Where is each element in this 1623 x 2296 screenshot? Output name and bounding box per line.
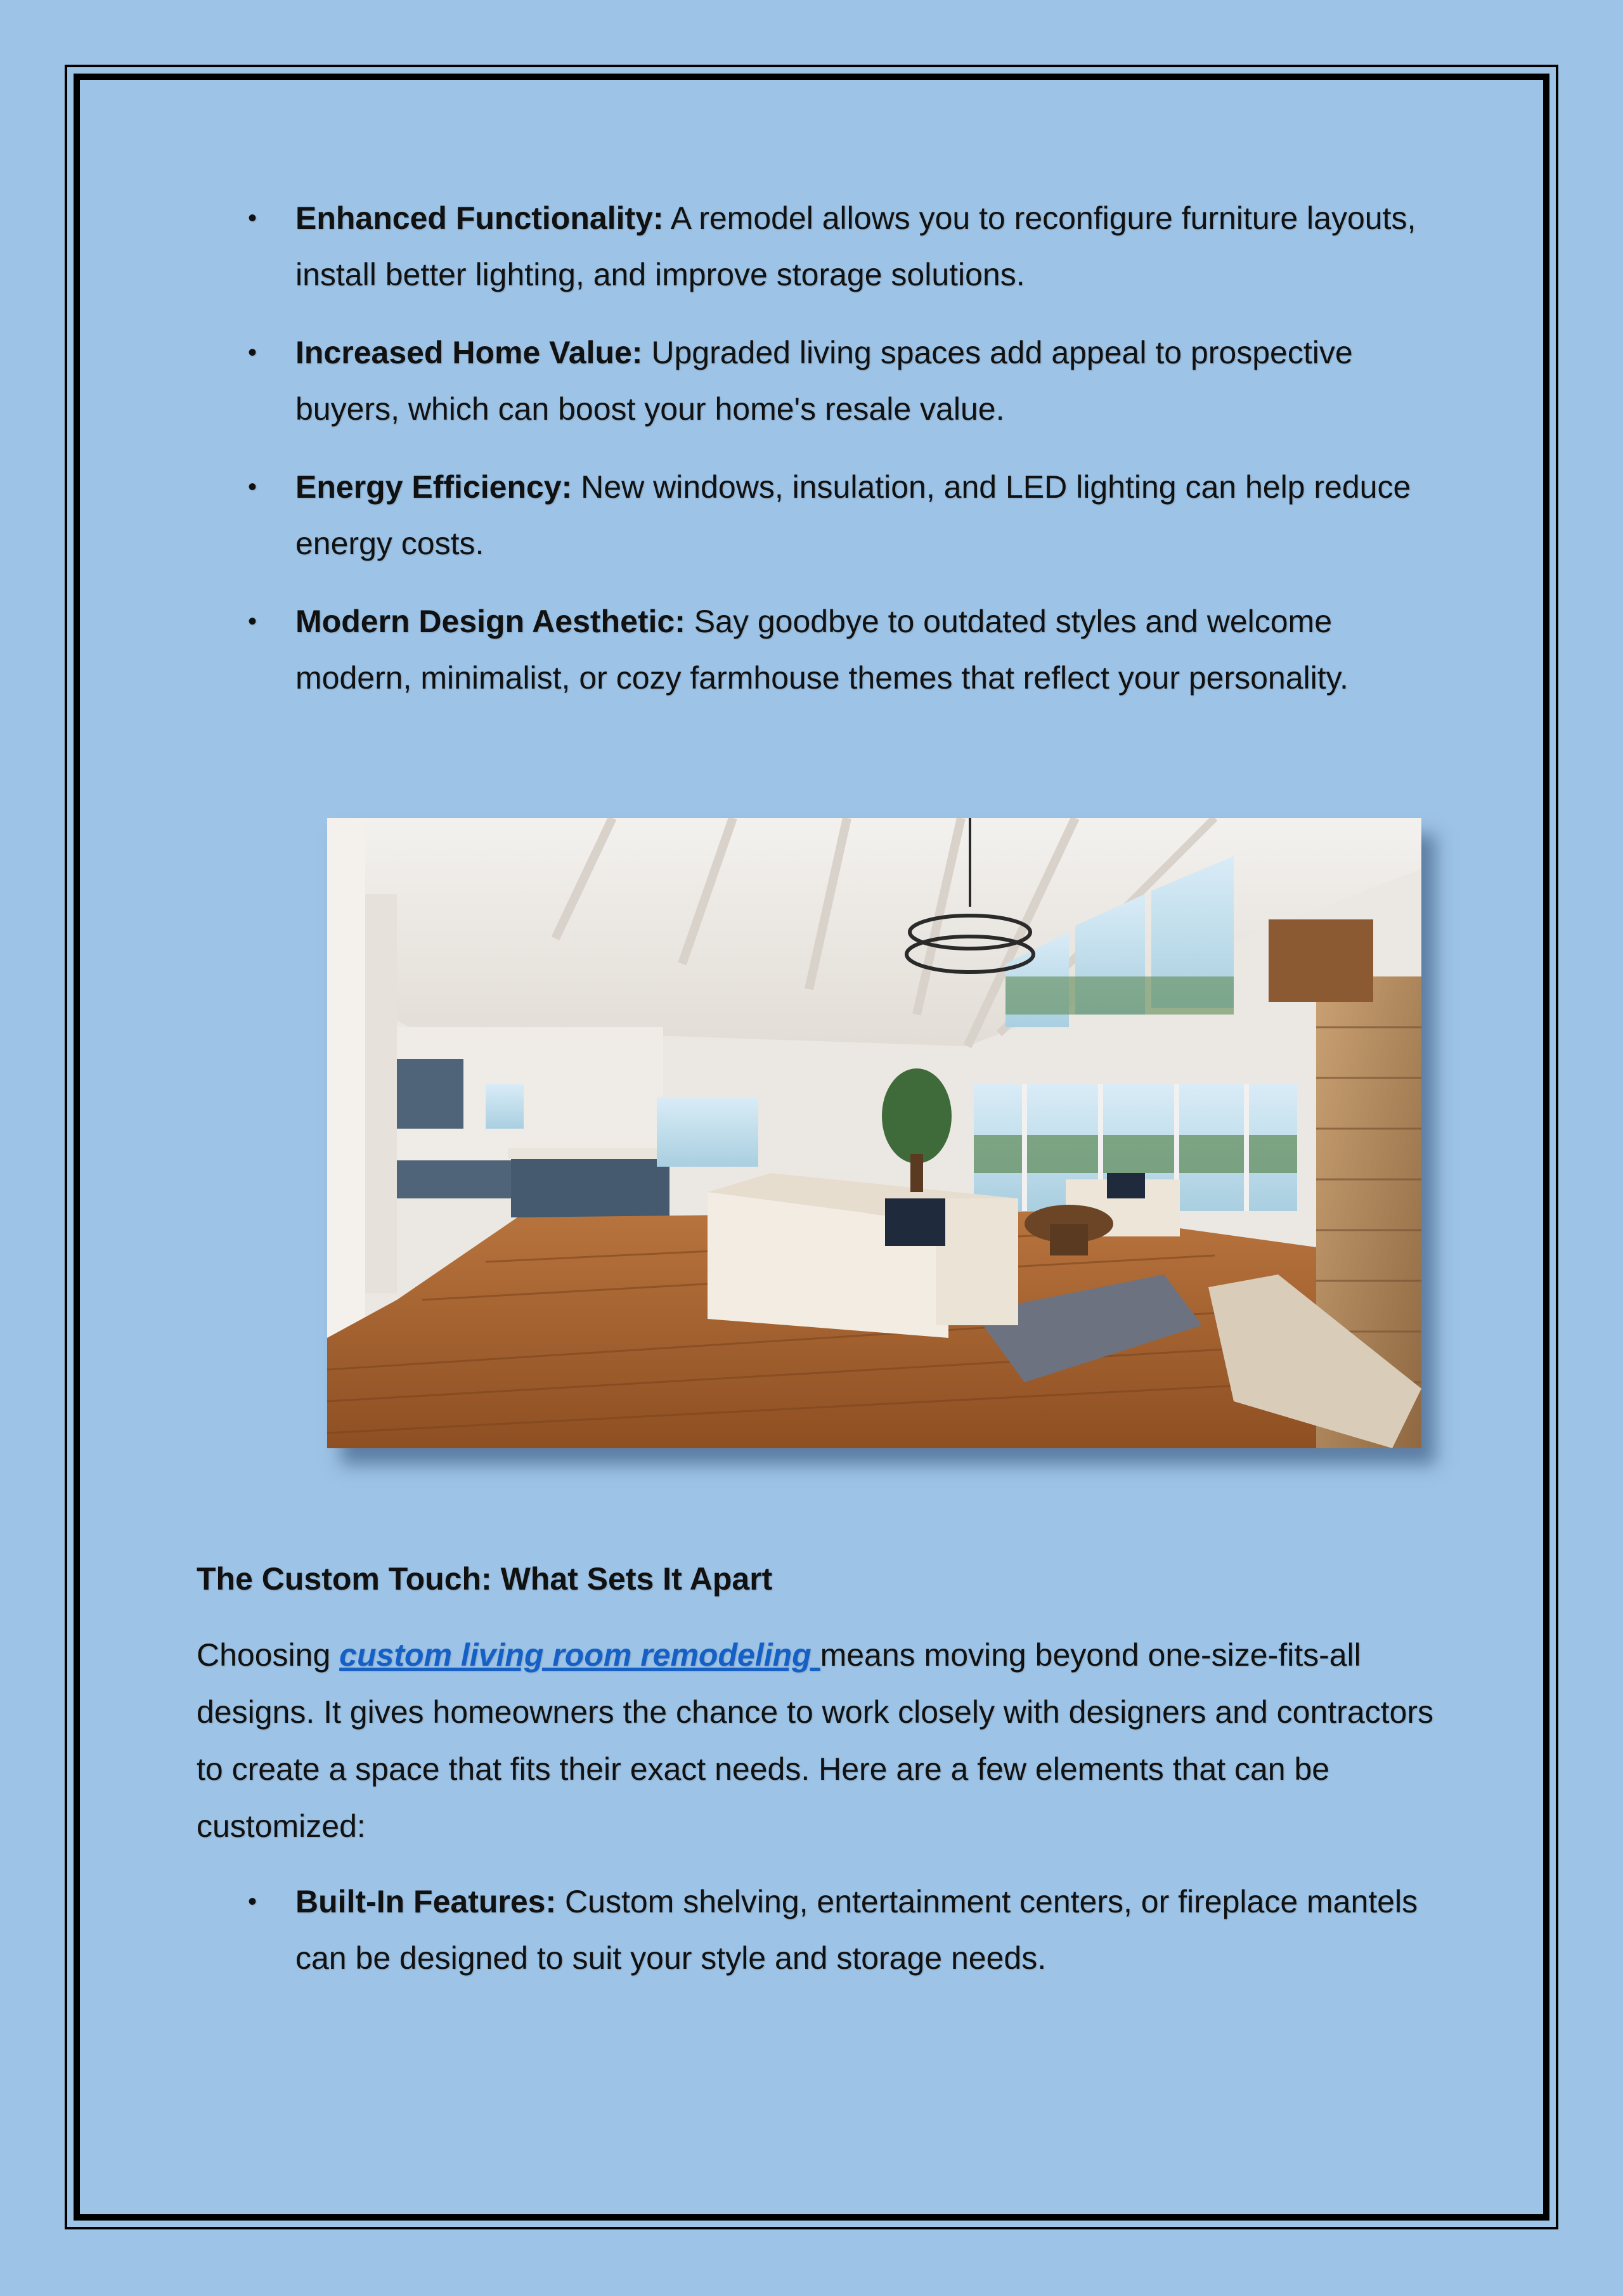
living-room-illustration — [327, 818, 1421, 1448]
section-heading: The Custom Touch: What Sets It Apart — [197, 1561, 773, 1597]
bullet-icon: • — [248, 1888, 257, 1916]
list-item — [197, 459, 1439, 572]
bullet-icon: • — [248, 339, 257, 366]
section-paragraph — [197, 1626, 1439, 1855]
custom-bullet-list — [197, 1874, 1439, 1987]
bullet-term: Energy Efficiency: — [295, 469, 572, 505]
bullet-text: A remodel allows you to reconfigure furniture layouts, install better lighting, and improve storage solutions. — [295, 200, 1416, 292]
paragraph-text-after-link: means moving beyond one-size-fits-all designs. It gives homeowners the chance to work closely with designers and contractors to create a space that fits their exact needs. Here are a few elements that can be customized: — [197, 1637, 1433, 1844]
intro-bullet-list — [197, 190, 1439, 706]
bullet-icon: • — [248, 473, 257, 501]
bullet-text: New windows, insulation, and LED lighting can help reduce energy costs. — [295, 469, 1411, 561]
custom-living-room-remodeling-link[interactable]: custom living room remodeling — [339, 1637, 820, 1673]
bullet-text: Say goodbye to outdated styles and welcome modern, minimalist, or cozy farmhouse themes that reflect your personality. — [295, 604, 1348, 696]
living-room-photo — [327, 818, 1421, 1448]
paragraph-text-before-link: Choosing — [197, 1637, 340, 1673]
list-item — [197, 190, 1439, 303]
list-item — [197, 593, 1439, 706]
custom-bullet-list-container — [197, 1874, 1439, 2008]
bullet-text: Custom shelving, entertainment centers, or fireplace mantels can be designed to suit your style and storage needs. — [295, 1884, 1418, 1976]
bullet-text: Upgraded living spaces add appeal to prospective buyers, which can boost your home's resale value. — [295, 335, 1353, 427]
bullet-icon: • — [248, 607, 257, 635]
bullet-term: Enhanced Functionality: — [295, 200, 664, 236]
bullet-icon: • — [248, 204, 257, 232]
list-item — [197, 1874, 1439, 1987]
bullet-term: Modern Design Aesthetic: — [295, 604, 685, 639]
bullet-term: Built-In Features: — [295, 1884, 557, 1919]
intro-bullet-list-container — [197, 190, 1439, 728]
list-item — [197, 325, 1439, 438]
bullet-term: Increased Home Value: — [295, 335, 643, 370]
